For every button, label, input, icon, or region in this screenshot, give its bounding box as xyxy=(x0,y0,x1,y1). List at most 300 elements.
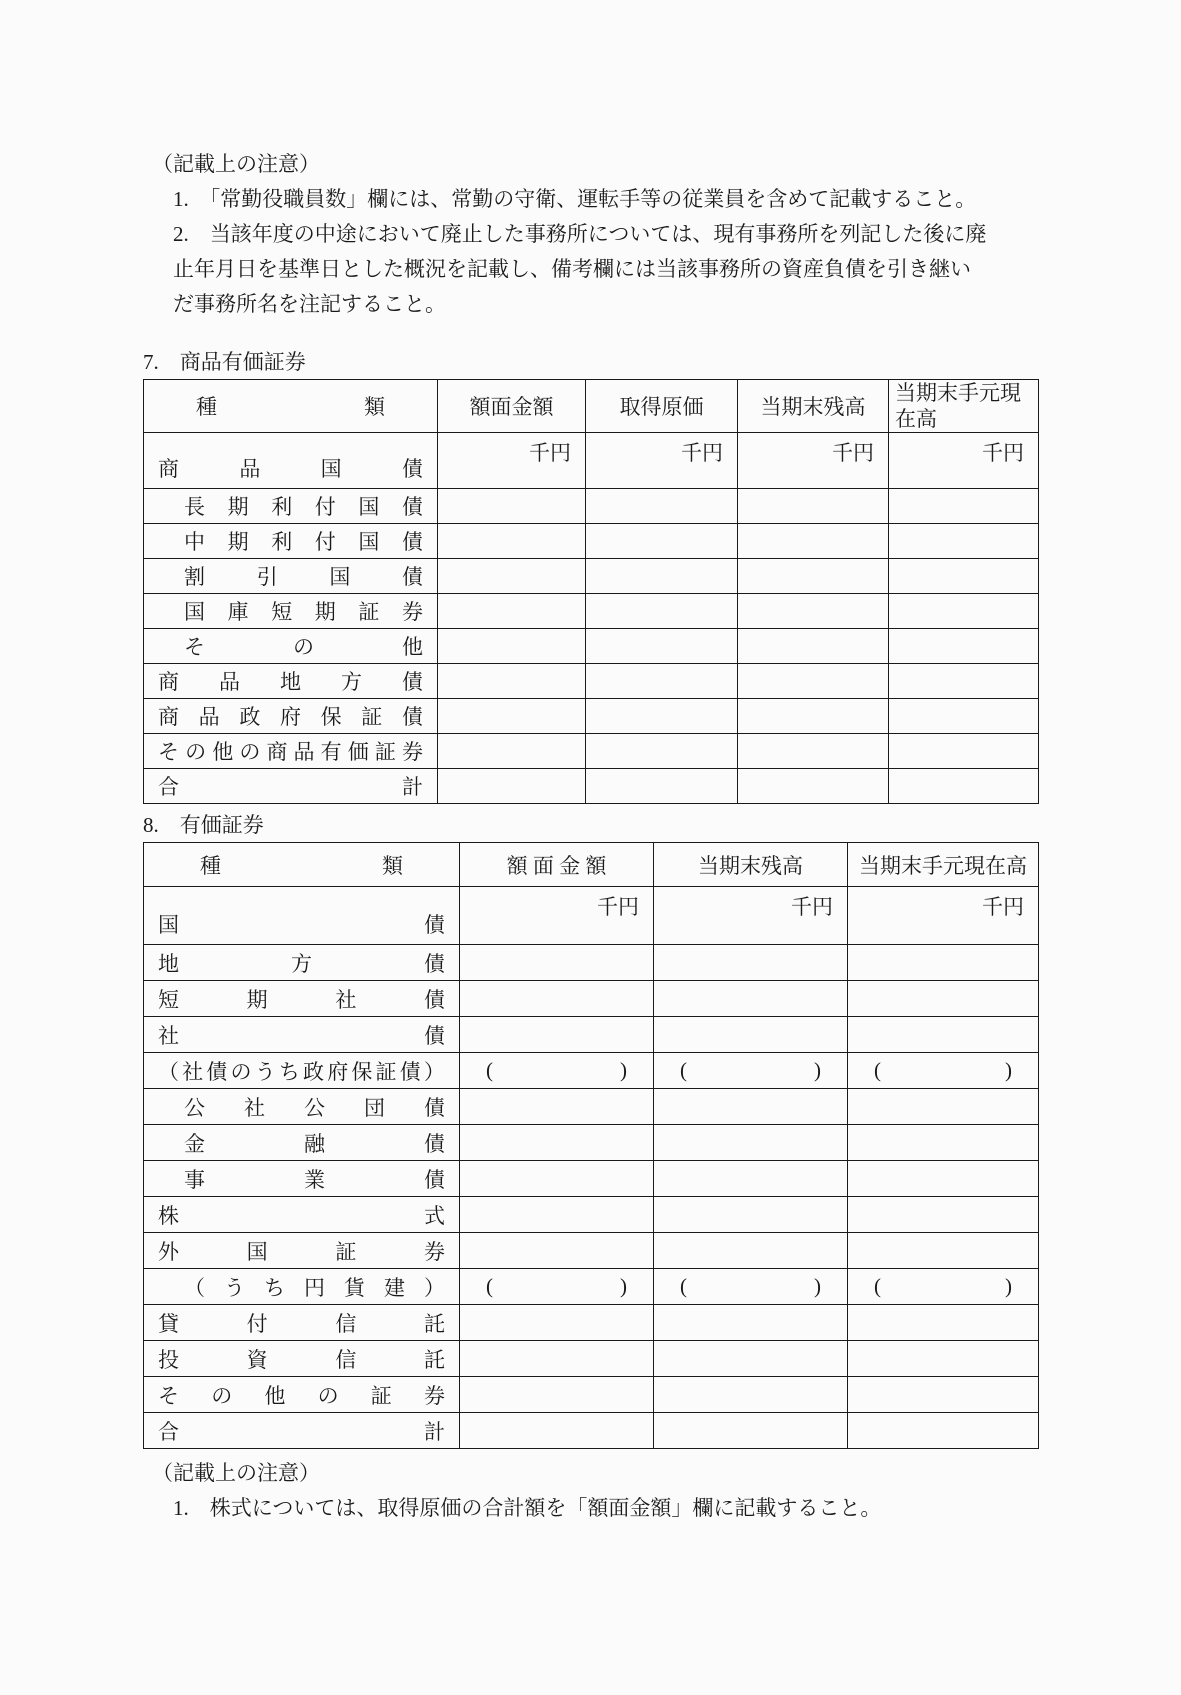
value-cell xyxy=(654,1053,848,1089)
row-label xyxy=(144,594,438,629)
row-label-text xyxy=(144,1020,459,1050)
row-label xyxy=(144,1089,460,1125)
label-char: 建 xyxy=(384,1275,405,1300)
label-char: 券 xyxy=(401,600,423,624)
table-row xyxy=(144,524,1039,559)
row-label xyxy=(144,1269,460,1305)
label-char: 国 xyxy=(320,457,342,481)
row-label xyxy=(144,1125,460,1161)
label-char: う xyxy=(224,1275,245,1300)
table-row xyxy=(144,945,1039,981)
value-cell xyxy=(848,1413,1039,1449)
label-char: 他 xyxy=(212,740,234,764)
column-header: 取得原価 xyxy=(586,380,738,433)
label-char: 期 xyxy=(314,600,336,624)
value-cell xyxy=(460,1305,654,1341)
label-char: 計 xyxy=(402,775,423,799)
value-cell xyxy=(848,981,1039,1017)
value-cell xyxy=(848,1125,1039,1161)
label-char: 債 xyxy=(401,565,423,589)
label-char: 商 xyxy=(266,740,288,764)
label-char: 種 xyxy=(196,395,217,419)
table-row xyxy=(144,1017,1039,1053)
unit-cell: 千円 xyxy=(460,887,654,945)
label-char: 合 xyxy=(158,1419,179,1444)
row-label xyxy=(144,433,438,489)
label-char: 証 xyxy=(358,600,380,624)
kind-header-text xyxy=(144,850,459,880)
row-label-text xyxy=(144,596,437,626)
row-label-text xyxy=(144,1056,459,1086)
value-cell xyxy=(654,1341,848,1377)
label-char: 債 xyxy=(401,495,423,519)
label-char: 政 xyxy=(303,1059,325,1084)
value-cell xyxy=(654,1161,848,1197)
row-label-text xyxy=(144,526,437,556)
table-row xyxy=(144,769,1039,804)
label-char: 保 xyxy=(351,1059,373,1084)
kind-header-text xyxy=(144,391,437,421)
row-label-text xyxy=(144,1164,459,1194)
label-char: 公 xyxy=(184,1095,205,1120)
row-label xyxy=(144,664,438,699)
label-char: 庫 xyxy=(227,600,249,624)
unit-cell: 千円 xyxy=(889,433,1039,489)
label-char: 社 xyxy=(244,1095,265,1120)
label-char: そ xyxy=(158,740,179,764)
label-char: 債 xyxy=(424,951,445,976)
value-cell xyxy=(848,1017,1039,1053)
value-cell xyxy=(654,1125,848,1161)
label-char: 品 xyxy=(219,670,240,694)
value-cell xyxy=(460,1413,654,1449)
table-row xyxy=(144,664,1039,699)
notes-top-title: （記載上の注意） xyxy=(152,152,320,176)
label-char: 国 xyxy=(184,600,205,624)
label-char: そ xyxy=(158,1383,179,1408)
value-cell xyxy=(654,1017,848,1053)
value-cell xyxy=(848,1305,1039,1341)
value-cell xyxy=(460,1269,654,1305)
column-header: 当期末手元現在高 xyxy=(889,380,1039,433)
table-row xyxy=(144,1233,1039,1269)
row-label-text xyxy=(144,701,437,731)
label-char: 社 xyxy=(335,987,357,1012)
open-paren: ( xyxy=(486,1058,493,1082)
row-label-text xyxy=(144,491,437,521)
row-label-text xyxy=(144,561,437,591)
kind-column-header xyxy=(144,843,460,887)
note-line: 1. 「常勤役職員数」欄には、常勤の守衛、運転手等の従業員を含めて記載すること。 xyxy=(173,187,977,211)
value-cell xyxy=(586,559,738,594)
label-char: 割 xyxy=(184,565,205,589)
label-char: 引 xyxy=(256,565,278,589)
label-char: 債 xyxy=(424,1023,445,1048)
label-char: 債 xyxy=(424,1131,445,1156)
row-label xyxy=(144,699,438,734)
open-paren: ( xyxy=(680,1058,687,1082)
label-char: ち xyxy=(278,1059,300,1084)
row-label-text xyxy=(144,771,437,801)
value-cell xyxy=(848,1053,1039,1089)
value-cell xyxy=(889,734,1039,769)
row-label xyxy=(144,629,438,664)
row-label-text xyxy=(144,631,437,661)
row-label xyxy=(144,1197,460,1233)
open-paren: ( xyxy=(874,1274,881,1298)
label-char: 債 xyxy=(424,1095,445,1120)
row-label xyxy=(144,1341,460,1377)
label-char: 債 xyxy=(206,1059,228,1084)
label-char: 他 xyxy=(402,635,423,659)
row-label-text xyxy=(144,1200,459,1230)
notes-bottom-lines xyxy=(143,1491,881,1526)
row-label-text xyxy=(144,1236,459,1266)
table-row xyxy=(144,1089,1039,1125)
label-char: 利 xyxy=(271,530,293,554)
row-label xyxy=(144,1413,460,1449)
label-char: 府 xyxy=(279,705,301,729)
row-label-text xyxy=(144,1128,459,1158)
label-char: 期 xyxy=(246,987,268,1012)
value-cell xyxy=(438,559,586,594)
value-cell xyxy=(738,524,889,559)
value-cell xyxy=(586,734,738,769)
column-header: 当期末手元現在高 xyxy=(848,843,1039,887)
row-label xyxy=(144,1305,460,1341)
unit-cell: 千円 xyxy=(738,433,889,489)
value-cell xyxy=(738,559,889,594)
label-char: 方 xyxy=(341,670,362,694)
value-cell xyxy=(438,734,586,769)
row-label xyxy=(144,1161,460,1197)
table-row xyxy=(144,1161,1039,1197)
label-char: 長 xyxy=(184,495,205,519)
label-char: 短 xyxy=(158,987,179,1012)
table-row xyxy=(144,1125,1039,1161)
paren-placeholder xyxy=(460,1058,653,1083)
table-row xyxy=(144,1053,1039,1089)
row-label xyxy=(144,945,460,981)
label-char: 国 xyxy=(158,913,179,937)
label-char: 方 xyxy=(291,951,312,976)
value-cell xyxy=(738,699,889,734)
label-char: 種 xyxy=(200,853,221,878)
value-cell xyxy=(738,664,889,699)
paren-placeholder xyxy=(848,1274,1038,1299)
label-char: 債 xyxy=(424,1167,445,1192)
value-cell xyxy=(848,1269,1039,1305)
label-char: ち xyxy=(264,1275,285,1300)
label-char: の xyxy=(293,635,314,659)
label-char: 品 xyxy=(293,740,315,764)
label-char: 付 xyxy=(314,530,336,554)
label-char: 類 xyxy=(364,395,385,419)
kind-column-header xyxy=(144,380,438,433)
label-char: 短 xyxy=(271,600,293,624)
row-label xyxy=(144,1017,460,1053)
label-char: 債 xyxy=(401,457,423,481)
table-header-row xyxy=(144,843,1039,887)
value-cell xyxy=(848,1341,1039,1377)
value-cell xyxy=(654,981,848,1017)
row-label xyxy=(144,734,438,769)
label-char: 計 xyxy=(424,1419,445,1444)
label-char: 信 xyxy=(335,1311,357,1336)
label-char: 政 xyxy=(239,705,261,729)
open-paren: ( xyxy=(874,1058,881,1082)
value-cell xyxy=(889,769,1039,804)
label-char: 期 xyxy=(227,530,249,554)
label-char: 他 xyxy=(264,1383,286,1408)
value-cell xyxy=(460,1341,654,1377)
label-char: 地 xyxy=(158,951,179,976)
label-char: 府 xyxy=(327,1059,349,1084)
table-header-row xyxy=(144,380,1039,433)
row-label xyxy=(144,769,438,804)
table-row xyxy=(144,734,1039,769)
value-cell xyxy=(460,1377,654,1413)
label-char: 有 xyxy=(320,740,342,764)
value-cell xyxy=(586,524,738,559)
value-cell xyxy=(460,1125,654,1161)
label-char: の xyxy=(185,740,207,764)
label-char: 国 xyxy=(329,565,351,589)
label-char: 付 xyxy=(314,495,336,519)
value-cell xyxy=(586,489,738,524)
table-row xyxy=(144,1341,1039,1377)
column-header: 額 面 金 額 xyxy=(460,843,654,887)
label-char: の xyxy=(239,740,261,764)
open-paren: ( xyxy=(680,1274,687,1298)
value-cell xyxy=(438,699,586,734)
label-char: 貸 xyxy=(158,1311,179,1336)
value-cell xyxy=(438,664,586,699)
label-char: 債 xyxy=(401,530,423,554)
paren-placeholder xyxy=(654,1274,847,1299)
value-cell xyxy=(654,1269,848,1305)
value-cell xyxy=(889,559,1039,594)
value-cell xyxy=(654,945,848,981)
value-cell xyxy=(460,945,654,981)
row-label-text xyxy=(144,1344,459,1374)
row-label-text xyxy=(144,1272,459,1302)
table-row xyxy=(144,629,1039,664)
row-label-text xyxy=(144,453,437,483)
row-label xyxy=(144,489,438,524)
label-char: 託 xyxy=(423,1311,445,1336)
label-char: 式 xyxy=(424,1203,445,1228)
row-label-text xyxy=(144,909,459,939)
label-char: の xyxy=(230,1059,252,1084)
value-cell xyxy=(438,489,586,524)
value-cell xyxy=(654,1377,848,1413)
paren-placeholder xyxy=(848,1058,1038,1083)
label-char: 債 xyxy=(399,1059,421,1084)
table-row xyxy=(144,981,1039,1017)
row-label xyxy=(144,887,460,945)
value-cell xyxy=(738,734,889,769)
label-char: 利 xyxy=(271,495,293,519)
label-char: ） xyxy=(424,1275,445,1300)
label-char: 合 xyxy=(158,775,179,799)
row-label xyxy=(144,559,438,594)
unit-cell: 千円 xyxy=(654,887,848,945)
note-line: 1. 株式については、取得原価の合計額を「額面金額」欄に記載すること。 xyxy=(173,1496,882,1520)
value-cell xyxy=(848,945,1039,981)
label-char: 債 xyxy=(401,705,423,729)
label-char: 国 xyxy=(358,530,380,554)
unit-cell: 千円 xyxy=(438,433,586,489)
value-cell xyxy=(460,1197,654,1233)
row-label xyxy=(144,1377,460,1413)
label-char: の xyxy=(211,1383,233,1408)
label-char: 業 xyxy=(304,1167,325,1192)
close-paren: ) xyxy=(814,1274,821,1298)
unit-cell: 千円 xyxy=(586,433,738,489)
value-cell xyxy=(738,769,889,804)
notes-bottom-title: （記載上の注意） xyxy=(152,1461,320,1485)
label-char: 託 xyxy=(423,1347,445,1372)
value-cell xyxy=(460,1053,654,1089)
unit-cell: 千円 xyxy=(848,887,1039,945)
label-char: 証 xyxy=(375,1059,397,1084)
label-char: 類 xyxy=(382,853,403,878)
value-cell xyxy=(460,981,654,1017)
row-label-text xyxy=(144,948,459,978)
row-label-text xyxy=(144,1092,459,1122)
notes-top xyxy=(143,147,986,322)
label-char: 品 xyxy=(239,457,261,481)
value-cell xyxy=(889,594,1039,629)
label-char: 債 xyxy=(423,987,445,1012)
label-char: 社 xyxy=(158,1023,179,1048)
value-cell xyxy=(460,1089,654,1125)
value-cell xyxy=(654,1305,848,1341)
label-char: 事 xyxy=(184,1167,205,1192)
label-char: 融 xyxy=(304,1131,325,1156)
table-row xyxy=(144,1377,1039,1413)
value-cell xyxy=(848,1233,1039,1269)
value-cell xyxy=(654,1413,848,1449)
label-char: 貨 xyxy=(344,1275,365,1300)
label-char: 信 xyxy=(335,1347,357,1372)
row-label xyxy=(144,524,438,559)
label-char: 付 xyxy=(246,1311,268,1336)
value-cell xyxy=(586,629,738,664)
note-line: 止年月日を基準日とした概況を記載し、備考欄には当該事務所の資産負債を引き継い xyxy=(173,257,971,281)
label-char: 公 xyxy=(304,1095,325,1120)
table-row xyxy=(144,594,1039,629)
label-char: 券 xyxy=(423,1383,445,1408)
label-char: 証 xyxy=(335,1239,357,1264)
value-cell xyxy=(586,594,738,629)
label-char: 品 xyxy=(198,705,220,729)
label-char: 券 xyxy=(401,740,423,764)
label-char: 株 xyxy=(158,1203,179,1228)
table-row xyxy=(144,699,1039,734)
column-header: 額面金額 xyxy=(438,380,586,433)
label-char: 団 xyxy=(364,1095,385,1120)
value-cell xyxy=(586,699,738,734)
label-char: 商 xyxy=(158,457,179,481)
close-paren: ) xyxy=(620,1058,627,1082)
value-cell xyxy=(889,664,1039,699)
row-label-text xyxy=(144,1416,459,1446)
value-cell xyxy=(586,769,738,804)
section-8-title: 8. 有価証券 xyxy=(143,813,264,837)
column-header: 当期末残高 xyxy=(654,843,848,887)
value-cell xyxy=(460,1161,654,1197)
table-row xyxy=(144,1269,1039,1305)
label-char: う xyxy=(254,1059,276,1084)
value-cell xyxy=(460,1017,654,1053)
row-label-text xyxy=(144,1380,459,1410)
row-label-text xyxy=(144,1308,459,1338)
notes-top-lines xyxy=(143,182,986,322)
label-char: 券 xyxy=(423,1239,445,1264)
value-cell xyxy=(738,489,889,524)
value-cell xyxy=(460,1233,654,1269)
table-row xyxy=(144,1413,1039,1449)
label-char: 資 xyxy=(246,1347,268,1372)
label-char: 保 xyxy=(320,705,342,729)
label-char: そ xyxy=(184,635,205,659)
label-char: 地 xyxy=(280,670,301,694)
value-cell xyxy=(848,1377,1039,1413)
close-paren: ) xyxy=(814,1058,821,1082)
label-char: 商 xyxy=(158,705,179,729)
row-label-text xyxy=(144,736,437,766)
value-cell xyxy=(848,1161,1039,1197)
close-paren: ) xyxy=(1005,1058,1012,1082)
commodity-securities-table xyxy=(143,379,1039,804)
label-char: 証 xyxy=(374,740,396,764)
label-char: 債 xyxy=(402,670,423,694)
label-char: ） xyxy=(423,1059,445,1084)
paren-placeholder xyxy=(654,1058,847,1083)
label-char: 国 xyxy=(246,1239,268,1264)
label-char: 期 xyxy=(227,495,249,519)
label-char: 証 xyxy=(370,1383,392,1408)
value-cell xyxy=(438,594,586,629)
label-char: 外 xyxy=(158,1239,179,1264)
value-cell xyxy=(889,489,1039,524)
note-line: だ事務所名を注記すること。 xyxy=(173,292,446,316)
table-row xyxy=(144,887,1039,945)
label-char: 債 xyxy=(424,913,445,937)
paren-placeholder xyxy=(460,1274,653,1299)
label-char: 国 xyxy=(358,495,380,519)
label-char: 社 xyxy=(182,1059,204,1084)
value-cell xyxy=(848,1089,1039,1125)
value-cell xyxy=(654,1233,848,1269)
table-row xyxy=(144,1305,1039,1341)
section-7-title: 7. 商品有価証券 xyxy=(143,350,306,374)
close-paren: ) xyxy=(620,1274,627,1298)
value-cell xyxy=(438,629,586,664)
value-cell xyxy=(586,664,738,699)
value-cell xyxy=(654,1089,848,1125)
value-cell xyxy=(438,524,586,559)
note-line: 2. 当該年度の中途において廃止した事務所については、現有事務所を列記した後に廃 xyxy=(173,222,987,246)
notes-bottom xyxy=(143,1456,881,1526)
label-char: 金 xyxy=(184,1131,205,1156)
value-cell xyxy=(738,629,889,664)
label-char: 中 xyxy=(184,530,205,554)
label-char: 証 xyxy=(361,705,383,729)
value-cell xyxy=(738,594,889,629)
